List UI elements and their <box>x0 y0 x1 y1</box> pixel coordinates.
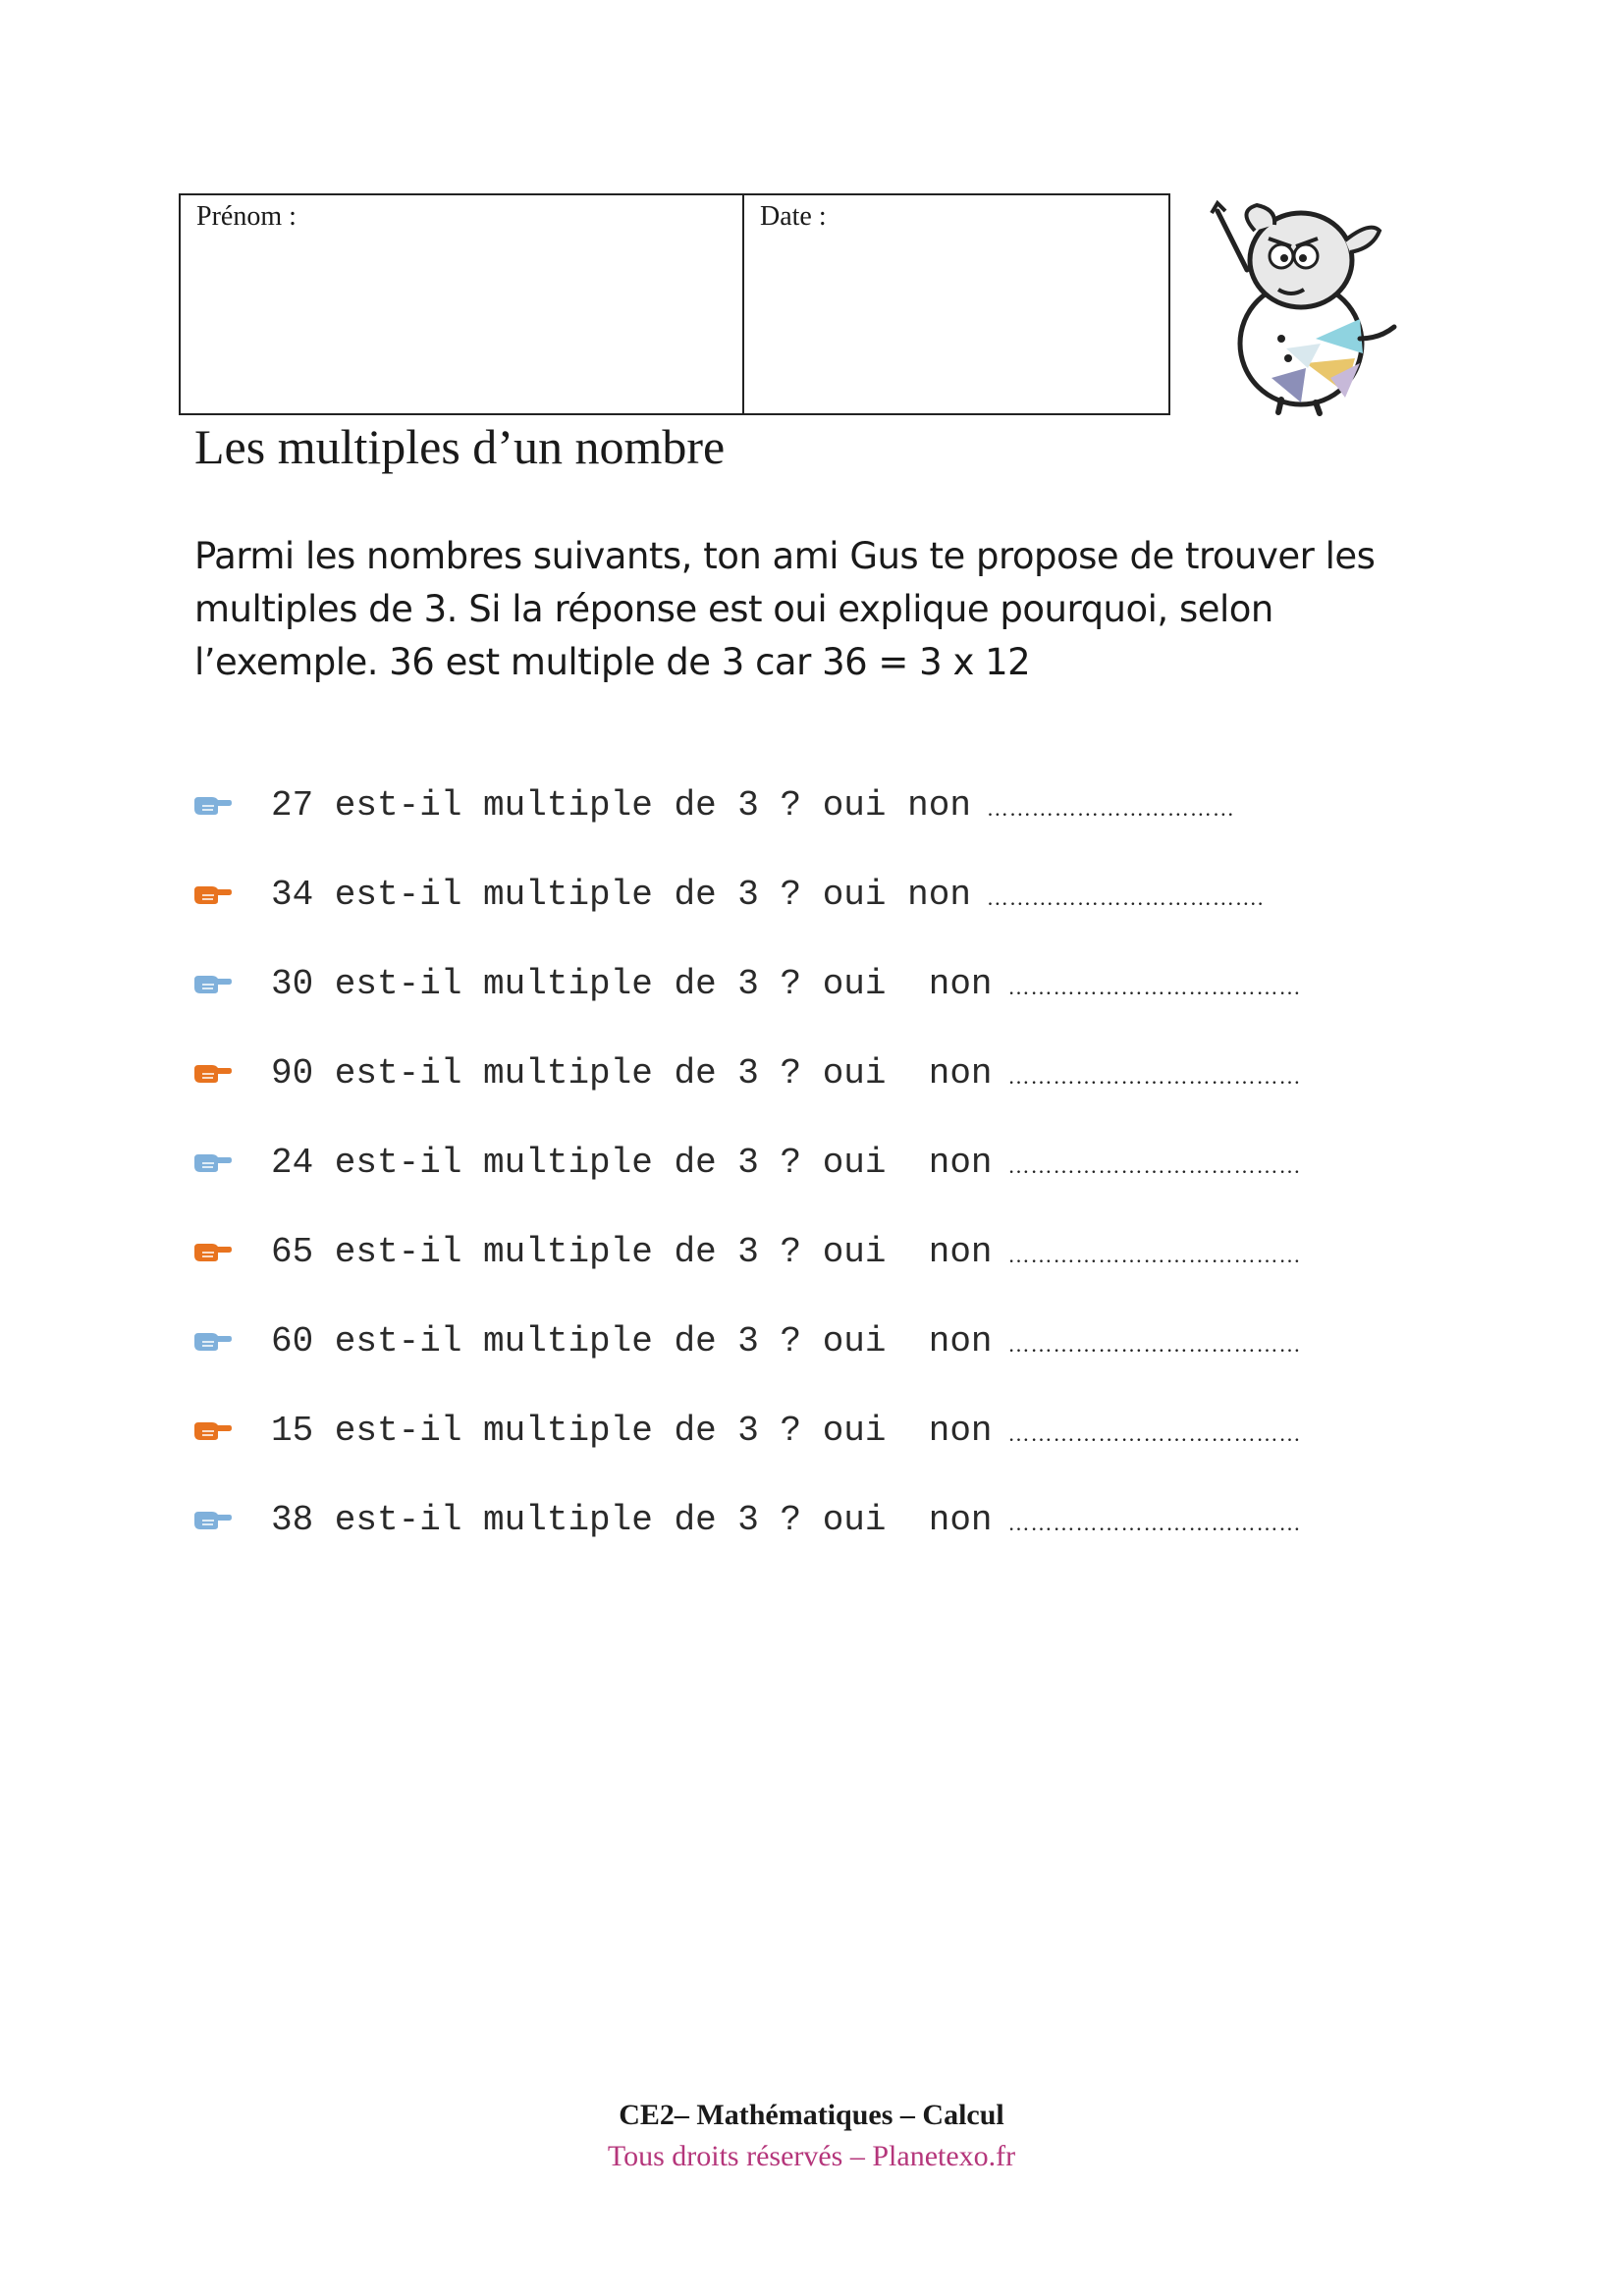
student-info-box <box>179 193 1170 415</box>
answer-blank[interactable]: ………………………………… <box>1007 1243 1302 1267</box>
pointing-hand-icon <box>192 1150 232 1174</box>
question-item <box>192 1138 1302 1187</box>
pointing-hand-icon <box>192 1240 232 1263</box>
answer-blank[interactable]: ………………………………. <box>986 885 1265 910</box>
question-item <box>192 870 1264 919</box>
question-item <box>192 1048 1302 1097</box>
question-item <box>192 780 1235 829</box>
answer-blank[interactable]: ………………………………… <box>1007 1421 1302 1446</box>
answer-blank[interactable]: ………………………………… <box>1007 975 1302 999</box>
answer-blank[interactable]: ………………………………… <box>1007 1511 1302 1535</box>
pointing-hand-icon <box>192 882 232 906</box>
pointing-hand-icon <box>192 1508 232 1531</box>
question-text: 90 est-il multiple de 3 ? oui non <box>271 1052 993 1094</box>
footer-rights: Tous droits réservés – Planetexo.fr <box>607 2140 1016 2172</box>
question-item <box>192 1227 1302 1276</box>
question-text: 15 est-il multiple de 3 ? oui non <box>271 1410 993 1451</box>
instructions <box>194 530 1412 689</box>
answer-blank[interactable]: ………………………………… <box>1007 1064 1302 1089</box>
pointing-hand-icon <box>192 1329 232 1353</box>
instruction-line: Parmi les nombres suivants, ton ami Gus te propose de trouver les <box>194 535 1376 577</box>
instruction-line: l’exemple. 36 est multiple de 3 car 36 = 3 x 12 <box>194 641 1031 683</box>
pointing-hand-icon <box>192 1061 232 1085</box>
question-text: 27 est-il multiple de 3 ? oui non <box>271 784 971 826</box>
question-text: 30 est-il multiple de 3 ? oui non <box>271 963 993 1004</box>
answer-blank[interactable]: ………………………………… <box>1007 1153 1302 1178</box>
page-title: Les multiples d’un nombre <box>194 419 726 474</box>
question-text: 60 est-il multiple de 3 ? oui non <box>271 1320 993 1362</box>
date-label: Date : <box>760 201 827 232</box>
question-text: 24 est-il multiple de 3 ? oui non <box>271 1142 993 1183</box>
question-text: 34 est-il multiple de 3 ? oui non <box>271 874 971 915</box>
answer-blank[interactable]: …………………………… <box>986 796 1235 821</box>
pointing-hand-icon <box>192 972 232 995</box>
pointing-hand-icon <box>192 793 232 817</box>
question-item <box>192 1406 1302 1455</box>
question-item <box>192 959 1302 1008</box>
date-field[interactable] <box>744 195 1168 413</box>
prenom-field[interactable] <box>181 195 744 413</box>
answer-blank[interactable]: ………………………………… <box>1007 1332 1302 1357</box>
prenom-label: Prénom : <box>196 201 297 232</box>
question-item <box>192 1316 1302 1365</box>
sheep-mascot-icon <box>1198 191 1414 417</box>
question-text: 65 est-il multiple de 3 ? oui non <box>271 1231 993 1272</box>
pointing-hand-icon <box>192 1418 232 1442</box>
instruction-line: multiples de 3. Si la réponse est oui explique pourquoi, selon <box>194 588 1273 630</box>
question-text: 38 est-il multiple de 3 ? oui non <box>271 1499 993 1540</box>
footer-course: CE2– Mathématiques – Calcul <box>619 2099 1004 2131</box>
question-item <box>192 1495 1302 1544</box>
